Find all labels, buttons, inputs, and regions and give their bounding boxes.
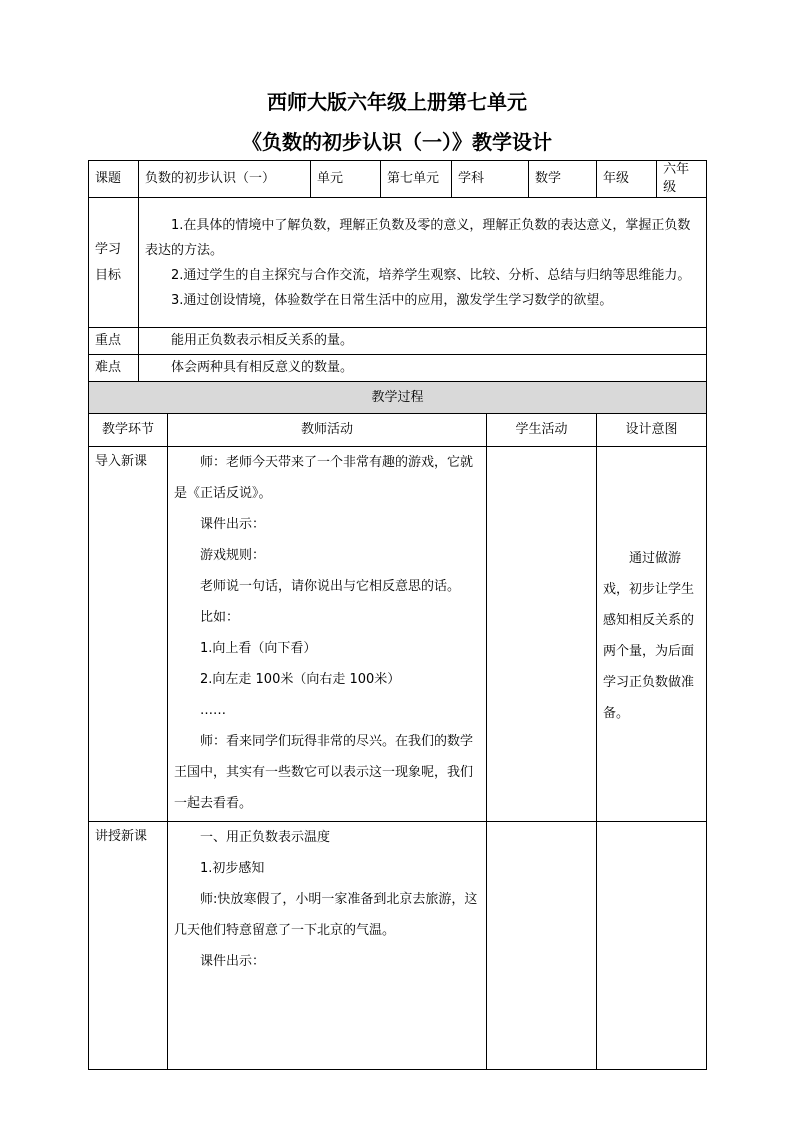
- teacher-line: 1.向上看（向下看）: [200, 641, 317, 656]
- document-title: 西师大版六年级上册第七单元: [267, 90, 527, 114]
- objectives-label-line2: 目标: [95, 267, 122, 283]
- intro-intent: [597, 447, 707, 822]
- label-topic: 课题: [89, 161, 139, 198]
- intro-teacher: [168, 447, 487, 822]
- topic-value: 负数的初步认识（一）: [139, 161, 311, 198]
- objective-item: 2.通过学生的自主探究与合作交流，培养学生观察、比较、分析、总结与归纳等思维能力。: [171, 267, 691, 283]
- subject-value: 数学: [529, 161, 597, 198]
- key-point-label: 重点: [89, 328, 139, 355]
- new-lesson-row: [89, 822, 707, 1070]
- key-point-value: 能用正负数表示相反关系的量。: [171, 333, 354, 348]
- process-title-row: [89, 382, 707, 414]
- teacher-line: 1.初步感知: [200, 861, 265, 876]
- teacher-line: 师:快放寒假了，小明一家准备到北京去旅游，这几天他们特意留意了一下北京的气温。: [174, 892, 478, 938]
- intent-text: 通过做游戏，初步让学生感知相反关系的两个量，为后面学习正负数做准备。: [603, 551, 695, 721]
- header-teacher: 教师活动: [168, 414, 487, 447]
- label-grade: 年级: [597, 161, 657, 198]
- teacher-line: 课件出示：: [200, 954, 266, 969]
- difficulty-value: 体会两种具有相反意义的数量。: [171, 360, 354, 375]
- teacher-line: 课件出示：: [200, 517, 266, 532]
- teacher-line: 一、用正负数表示温度: [200, 830, 331, 845]
- info-row: [89, 161, 707, 198]
- new-lesson-stage: 讲授新课: [89, 822, 168, 1070]
- unit-value: 第七单元: [381, 161, 452, 198]
- label-subject: 学科: [452, 161, 529, 198]
- intro-row: [89, 447, 707, 822]
- new-lesson-student: [487, 822, 597, 1070]
- label-unit: 单元: [311, 161, 381, 198]
- new-lesson-teacher: [168, 822, 487, 1070]
- objective-item: 3.通过创设情境，体验数学在日常生活中的应用，激发学生学习数学的欲望。: [171, 292, 613, 308]
- process-header-row: [89, 414, 707, 447]
- difficulty-text: [139, 355, 707, 382]
- header-intent: 设计意图: [597, 414, 707, 447]
- objectives-row: [89, 198, 707, 328]
- teacher-line: 师：看来同学们玩得非常的尽兴。在我们的数学王国中，其实有一些数它可以表示这一现象呢，我们一起去看看。: [174, 734, 474, 811]
- objectives-label-line1: 学习: [95, 241, 122, 257]
- teacher-line: 师：老师今天带来了一个非常有趣的游戏，它就是《正话反说》。: [174, 455, 474, 501]
- intro-student: [487, 447, 597, 822]
- header-student: 学生活动: [487, 414, 597, 447]
- difficulty-label: 难点: [89, 355, 139, 382]
- document-subtitle: 《负数的初步认识（一）》教学设计: [242, 130, 552, 154]
- teacher-line: 2.向左走 100米（向右走 100米）: [200, 672, 401, 687]
- objectives-content: [139, 198, 707, 328]
- lesson-plan-table: [88, 160, 707, 1070]
- teacher-line: 比如：: [200, 610, 240, 625]
- teacher-line: 游戏规则：: [200, 548, 266, 563]
- key-point-row: [89, 328, 707, 355]
- grade-value: 六年级: [657, 161, 707, 198]
- objectives-label: [89, 198, 139, 328]
- teacher-line: ……: [200, 703, 226, 718]
- process-title: 教学过程: [89, 382, 707, 414]
- header-stage: 教学环节: [89, 414, 168, 447]
- new-lesson-intent: [597, 822, 707, 1070]
- intro-stage: 导入新课: [89, 447, 168, 822]
- key-point-text: [139, 328, 707, 355]
- teacher-line: 老师说一句话，请你说出与它相反意思的话。: [200, 579, 461, 594]
- objective-item: 1.在具体的情境中了解负数，理解正负数及零的意义，理解正负数的表达意义，掌握正负数表达的方法。: [145, 217, 691, 258]
- difficulty-row: [89, 355, 707, 382]
